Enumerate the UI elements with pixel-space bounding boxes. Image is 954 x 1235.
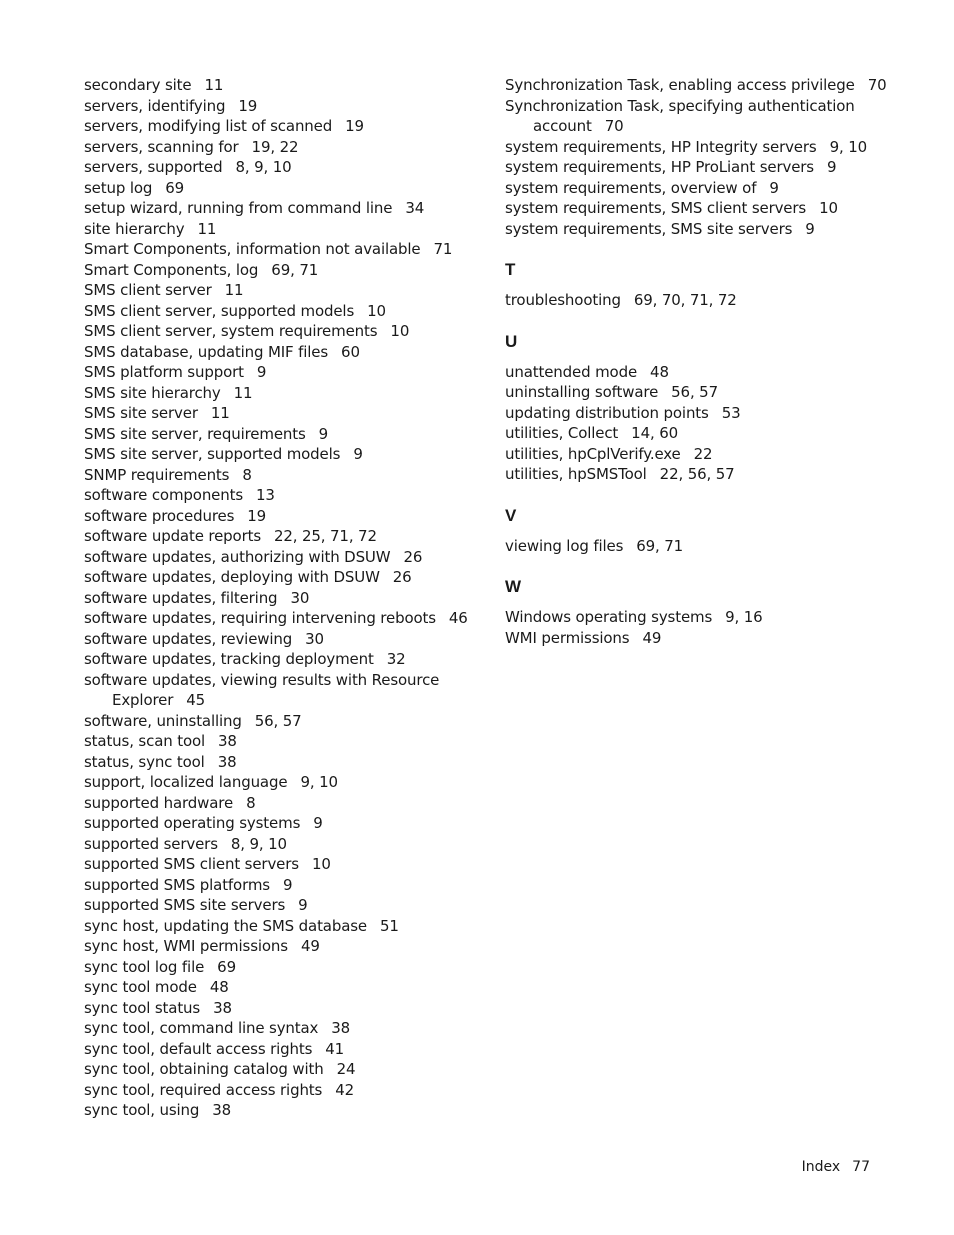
index-term: SMS site server, supported models: [84, 445, 341, 463]
index-page-refs: 71: [433, 240, 453, 258]
index-entry: [84, 1080, 484, 1101]
index-term: WMI permissions: [505, 628, 630, 647]
index-page-refs: 42: [335, 1080, 354, 1099]
index-page-refs: 26: [392, 568, 412, 586]
index-page-refs: 10: [367, 301, 386, 320]
index-letter-heading: U: [505, 331, 518, 351]
index-entry: [84, 465, 484, 486]
index-term: utilities, hpSMSTool: [505, 465, 647, 483]
index-page-refs: 69, 71: [271, 260, 319, 279]
index-entry: [84, 711, 484, 732]
index-page-refs: 30: [305, 629, 324, 648]
index-entry: [84, 1100, 484, 1121]
index-term: troubleshooting: [505, 291, 621, 309]
index-entry: [84, 936, 484, 957]
index-term: sync tool, using: [84, 1101, 200, 1119]
index-entry: [84, 403, 484, 424]
index-page-refs: 8, 9, 10: [230, 834, 287, 853]
index-term: software updates, reviewing: [84, 629, 293, 648]
index-page-refs: 22: [693, 444, 713, 463]
index-entry: [84, 793, 484, 814]
index-entry: [84, 239, 484, 260]
index-entry: [84, 567, 484, 588]
index-term: Synchronization Task, enabling access privilege: [505, 76, 855, 94]
index-term: servers, modifying list of scanned: [84, 117, 333, 135]
index-entry: [84, 116, 484, 137]
index-page-refs: 19: [247, 506, 267, 525]
index-term: sync tool, obtaining catalog with: [84, 1060, 324, 1078]
index-term: setup log: [84, 178, 153, 197]
index-page-refs: 11: [233, 383, 253, 402]
index-term: status, scan tool: [84, 732, 206, 750]
index-term: software, uninstalling: [84, 711, 242, 730]
index-term: system requirements, SMS client servers: [505, 199, 807, 217]
index-term: SMS database, updating MIF files: [84, 342, 329, 361]
index-page-refs: 9: [256, 363, 267, 381]
index-page-refs: 32: [386, 650, 406, 668]
index-page-refs: 22, 25, 71, 72: [273, 527, 377, 545]
index-term: SNMP requirements: [84, 465, 230, 484]
index-entry: [505, 137, 925, 158]
index-term: SMS platform support: [84, 363, 244, 381]
index-entry: [505, 382, 925, 403]
footer-label: Index: [801, 1159, 841, 1175]
index-term: software update reports: [84, 527, 261, 545]
index-column-right: [505, 75, 925, 648]
index-page-refs: 11: [197, 219, 217, 238]
index-term: software procedures: [84, 506, 235, 525]
index-term: sync host, updating the SMS database: [84, 916, 367, 935]
index-term: system requirements, HP ProLiant servers: [505, 158, 814, 176]
index-page-refs: 38: [331, 1019, 351, 1037]
index-entry: [84, 526, 484, 547]
index-letter-heading: V: [505, 505, 517, 525]
index-entry: [505, 75, 925, 96]
index-term: viewing log files: [505, 536, 624, 555]
index-entry: [84, 75, 484, 96]
index-term: sync tool status: [84, 998, 201, 1017]
index-page-refs: 53: [721, 403, 741, 422]
index-page-refs: 8: [242, 465, 252, 484]
index-page-refs: 56, 57: [671, 383, 718, 401]
index-page-refs: 9: [282, 875, 293, 894]
index-term: secondary site: [84, 76, 192, 94]
index-entry: [84, 977, 484, 998]
index-page-refs: 8: [246, 793, 256, 812]
index-entry: [84, 157, 484, 178]
index-term: site hierarchy: [84, 219, 185, 238]
index-term: supported hardware: [84, 793, 234, 812]
index-page-refs: 38: [217, 752, 237, 771]
index-entry: [84, 854, 484, 875]
index-entry: [84, 383, 484, 404]
index-page-refs: 38: [212, 1101, 232, 1119]
index-page-refs: 9: [826, 158, 837, 176]
index-term: servers, supported: [84, 158, 223, 176]
index-term: system requirements, HP Integrity servers: [505, 137, 817, 156]
index-entry: [84, 301, 484, 322]
index-term: software updates, requiring intervening reboots: [84, 609, 436, 627]
index-entry: [84, 96, 484, 117]
index-term: SMS site hierarchy: [84, 383, 221, 402]
index-entry: [505, 178, 925, 199]
index-page-refs: 9: [353, 445, 363, 463]
index-page-refs: 69: [217, 957, 236, 976]
index-term: sync tool log file: [84, 957, 205, 976]
index-page-refs: 11: [224, 281, 244, 299]
index-term: software updates, authorizing with DSUW: [84, 547, 391, 566]
index-entry: [84, 998, 484, 1019]
index-entry: [84, 731, 484, 752]
index-page-refs: 10: [390, 322, 410, 340]
index-entry: [84, 834, 484, 855]
index-entry: [84, 547, 484, 568]
index-term: supported SMS client servers: [84, 855, 299, 873]
index-term: Synchronization Task, specifying authentication: [505, 96, 855, 115]
index-term: sync tool, required access rights: [84, 1080, 323, 1099]
index-term: software updates, viewing results with Resource: [84, 670, 440, 689]
index-letter-heading: T: [505, 260, 516, 279]
index-term: system requirements, SMS site servers: [505, 219, 793, 238]
page-footer: [802, 1158, 870, 1176]
index-entry: [84, 1039, 484, 1060]
index-page-refs: 45: [186, 691, 206, 709]
index-entry: [505, 403, 925, 424]
index-letter-heading: W: [505, 577, 522, 596]
index-entry: [84, 342, 484, 363]
index-term: Windows operating systems: [505, 608, 713, 626]
index-page-refs: 26: [403, 547, 423, 566]
index-term: servers, identifying: [84, 96, 226, 115]
index-term-continuation: [505, 116, 925, 137]
index-entry: [84, 362, 484, 383]
index-page-refs: 9: [805, 219, 815, 238]
index-entry: [84, 752, 484, 773]
index-entry: [84, 424, 484, 445]
index-term: SMS client server, system requirements: [84, 322, 378, 340]
index-entry: [84, 608, 484, 629]
index-page-refs: 11: [204, 76, 224, 94]
index-entry: [505, 464, 925, 485]
index-entry: [505, 536, 925, 557]
index-entry: [84, 629, 484, 650]
index-entry: [505, 423, 925, 444]
index-term: supported SMS site servers: [84, 896, 286, 914]
index-entry: [505, 628, 925, 649]
index-page-refs: 11: [210, 404, 230, 422]
index-term: sync host, WMI permissions: [84, 937, 288, 955]
index-page-refs: 10: [311, 855, 331, 873]
index-entry: [505, 444, 925, 465]
index-page-refs: 22, 56, 57: [659, 465, 735, 483]
index-page-refs: 34: [405, 199, 425, 217]
index-term: sync tool, command line syntax: [84, 1019, 319, 1037]
index-page-refs: 24: [336, 1060, 356, 1078]
index-page-refs: 56, 57: [254, 711, 302, 730]
index-entry: [505, 607, 925, 628]
index-entry: [84, 1059, 484, 1080]
footer-page-number: 77: [852, 1159, 870, 1175]
index-entry: [505, 96, 925, 137]
index-entry: [505, 198, 925, 219]
index-term: software updates, tracking deployment: [84, 650, 374, 668]
index-term: system requirements, overview of: [505, 178, 757, 197]
index-term: supported operating systems: [84, 814, 301, 832]
index-term: SMS client server: [84, 281, 212, 299]
index-term: supported servers: [84, 834, 218, 853]
index-page-refs: 69: [165, 178, 185, 197]
index-term: sync tool, default access rights: [84, 1039, 313, 1058]
index-entry: [84, 813, 484, 834]
index-term: SMS site server: [84, 404, 198, 422]
index-page-refs: 48: [209, 978, 229, 996]
index-term: Smart Components, log: [84, 260, 259, 279]
index-column-left: [84, 75, 484, 1121]
index-entry: [84, 670, 484, 711]
index-page-refs: 49: [300, 937, 320, 955]
index-entry: [84, 485, 484, 506]
index-term: utilities, hpCplVerify.exe: [505, 444, 681, 463]
index-entry: [84, 1018, 484, 1039]
index-term: updating distribution points: [505, 403, 709, 422]
index-page-refs: 9, 16: [725, 608, 763, 626]
index-term: software updates, filtering: [84, 588, 278, 607]
index-term: utilities, Collect: [505, 424, 619, 442]
index-entry: [505, 157, 925, 178]
index-page-refs: 30: [290, 588, 310, 607]
index-term: support, localized language: [84, 773, 288, 791]
index-entry: [84, 506, 484, 527]
index-page-refs: 70: [604, 117, 624, 135]
index-term: Smart Components, information not available: [84, 240, 421, 258]
index-page-refs: 49: [642, 628, 662, 647]
index-entry: [505, 362, 925, 383]
index-page-refs: 19: [345, 117, 364, 135]
index-page-refs: 60: [341, 342, 360, 361]
index-term-continuation-text: Explorer: [112, 691, 174, 709]
index-entry: [84, 772, 484, 793]
index-entry: [84, 588, 484, 609]
index-page-refs: 38: [218, 732, 237, 750]
index-term: SMS site server, requirements: [84, 424, 306, 443]
index-term: unattended mode: [505, 362, 638, 381]
index-entry: [84, 957, 484, 978]
index-entry: [84, 280, 484, 301]
index-term: software components: [84, 486, 244, 504]
index-term: status, sync tool: [84, 752, 205, 771]
index-entry: [84, 198, 484, 219]
index-page-refs: 10: [819, 199, 838, 217]
index-page-refs: 69, 70, 71, 72: [633, 291, 737, 309]
index-page-refs: 38: [213, 998, 232, 1017]
index-entry: [84, 916, 484, 937]
index-entry: [84, 875, 484, 896]
index-entry: [84, 649, 484, 670]
index-term-continuation-text: account: [533, 117, 592, 135]
index-page-refs: 46: [448, 609, 468, 627]
index-page-refs: 9: [313, 814, 323, 832]
index-page-refs: 9, 10: [300, 773, 338, 791]
index-entry: [505, 290, 925, 311]
index-term: servers, scanning for: [84, 137, 239, 156]
index-page-refs: 8, 9, 10: [235, 158, 292, 176]
index-page-refs: 69, 71: [636, 536, 684, 555]
index-term: supported SMS platforms: [84, 875, 270, 894]
index-page-refs: 48: [650, 362, 669, 381]
index-entry: [84, 219, 484, 240]
index-entry: [84, 895, 484, 916]
index-term: setup wizard, running from command line: [84, 199, 393, 217]
index-page-refs: 9: [298, 896, 308, 914]
index-entry: [505, 219, 925, 240]
index-term: software updates, deploying with DSUW: [84, 568, 380, 586]
index-term: uninstalling software: [505, 383, 659, 401]
index-entry: [84, 178, 484, 199]
index-page-refs: 13: [256, 486, 275, 504]
index-term: SMS client server, supported models: [84, 301, 355, 320]
index-page-refs: 41: [325, 1039, 345, 1058]
index-entry: [84, 260, 484, 281]
index-page-refs: 19, 22: [251, 137, 299, 156]
index-entry: [84, 321, 484, 342]
index-page-refs: 9: [769, 178, 779, 197]
index-page-refs: 70: [867, 76, 887, 94]
index-page-refs: 51: [380, 916, 399, 935]
index-page-refs: 14, 60: [631, 424, 678, 442]
index-page-refs: 9: [318, 424, 329, 443]
index-page-refs: 19: [238, 96, 258, 115]
index-entry: [84, 444, 484, 465]
index-page-refs: 9, 10: [829, 137, 867, 156]
index-entry: [84, 137, 484, 158]
index-term: sync tool mode: [84, 978, 197, 996]
index-term-continuation: [84, 690, 484, 711]
